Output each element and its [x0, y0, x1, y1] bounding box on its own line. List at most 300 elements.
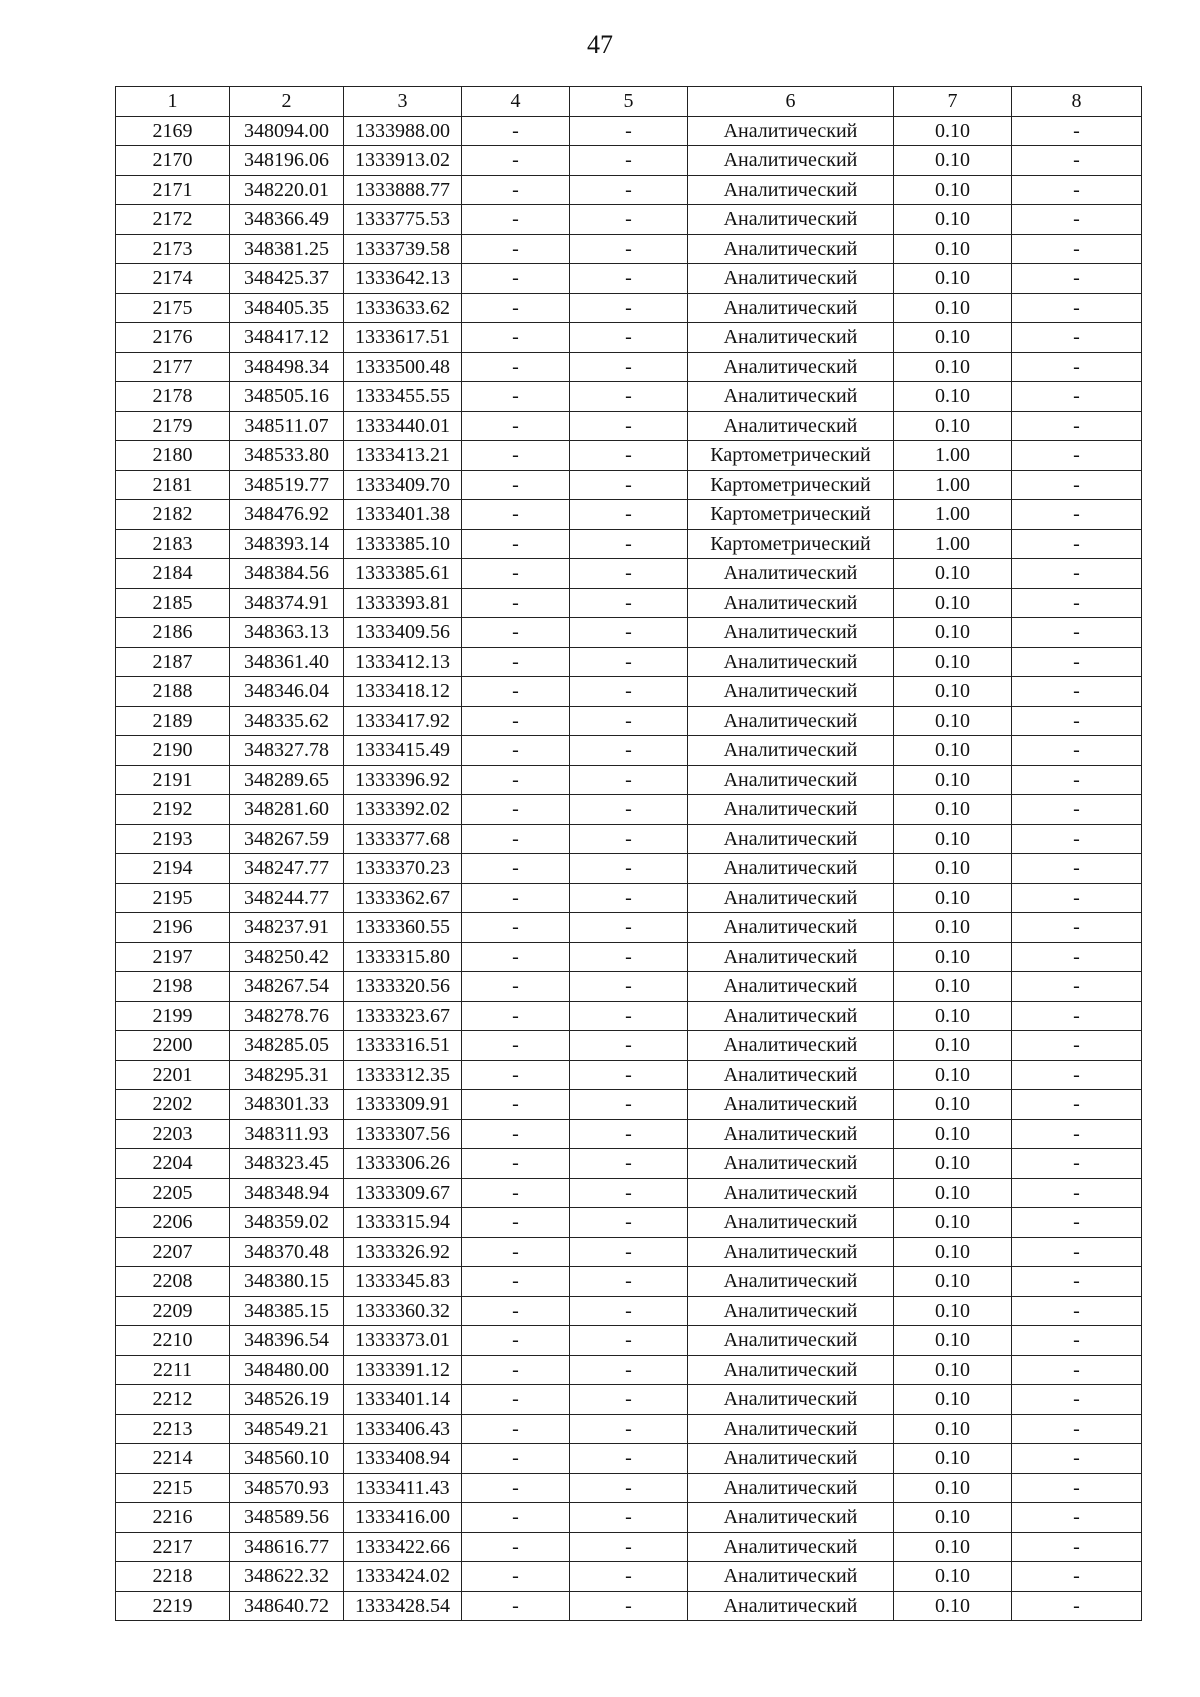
method-cell: Аналитический [688, 1414, 894, 1444]
method-cell: Аналитический [688, 559, 894, 589]
table-row [116, 913, 1142, 943]
point-number-cell: 2176 [116, 323, 230, 353]
accuracy-cell: 0.10 [894, 736, 1012, 766]
col8-cell: - [1012, 1473, 1142, 1503]
point-number-cell: 2213 [116, 1414, 230, 1444]
accuracy-cell: 0.10 [894, 1532, 1012, 1562]
col8-cell: - [1012, 972, 1142, 1002]
y-coordinate-cell: 1333401.38 [344, 500, 462, 530]
accuracy-cell: 0.10 [894, 618, 1012, 648]
col8-cell: - [1012, 1296, 1142, 1326]
column-header: 5 [570, 87, 688, 117]
y-coordinate-cell: 1333411.43 [344, 1473, 462, 1503]
method-cell: Аналитический [688, 618, 894, 648]
col4-cell: - [462, 736, 570, 766]
point-number-cell: 2171 [116, 175, 230, 205]
x-coordinate-cell: 348267.59 [230, 824, 344, 854]
col4-cell: - [462, 1326, 570, 1356]
col5-cell: - [570, 618, 688, 648]
point-number-cell: 2209 [116, 1296, 230, 1326]
y-coordinate-cell: 1333385.61 [344, 559, 462, 589]
method-cell: Аналитический [688, 736, 894, 766]
accuracy-cell: 0.10 [894, 234, 1012, 264]
point-number-cell: 2214 [116, 1444, 230, 1474]
col4-cell: - [462, 1296, 570, 1326]
col5-cell: - [570, 1355, 688, 1385]
col5-cell: - [570, 677, 688, 707]
method-cell: Аналитический [688, 1237, 894, 1267]
accuracy-cell: 1.00 [894, 470, 1012, 500]
col8-cell: - [1012, 1119, 1142, 1149]
accuracy-cell: 0.10 [894, 264, 1012, 294]
table-body [116, 116, 1142, 1621]
y-coordinate-cell: 1333360.32 [344, 1296, 462, 1326]
col5-cell: - [570, 1444, 688, 1474]
x-coordinate-cell: 348570.93 [230, 1473, 344, 1503]
accuracy-cell: 0.10 [894, 1414, 1012, 1444]
col5-cell: - [570, 1001, 688, 1031]
x-coordinate-cell: 348301.33 [230, 1090, 344, 1120]
table-row [116, 942, 1142, 972]
table-row [116, 1208, 1142, 1238]
col5-cell: - [570, 647, 688, 677]
col8-cell: - [1012, 234, 1142, 264]
table-row [116, 972, 1142, 1002]
col5-cell: - [570, 411, 688, 441]
y-coordinate-cell: 1333409.56 [344, 618, 462, 648]
table-row [116, 588, 1142, 618]
accuracy-cell: 1.00 [894, 441, 1012, 471]
x-coordinate-cell: 348622.32 [230, 1562, 344, 1592]
point-number-cell: 2217 [116, 1532, 230, 1562]
accuracy-cell: 0.10 [894, 1267, 1012, 1297]
col5-cell: - [570, 883, 688, 913]
col5-cell: - [570, 234, 688, 264]
accuracy-cell: 0.10 [894, 1237, 1012, 1267]
col8-cell: - [1012, 736, 1142, 766]
table-row [116, 706, 1142, 736]
point-number-cell: 2204 [116, 1149, 230, 1179]
x-coordinate-cell: 348346.04 [230, 677, 344, 707]
x-coordinate-cell: 348196.06 [230, 146, 344, 176]
column-header: 6 [688, 87, 894, 117]
x-coordinate-cell: 348250.42 [230, 942, 344, 972]
col5-cell: - [570, 559, 688, 589]
table-row [116, 1326, 1142, 1356]
table-row [116, 1119, 1142, 1149]
point-number-cell: 2219 [116, 1591, 230, 1621]
col4-cell: - [462, 234, 570, 264]
y-coordinate-cell: 1333406.43 [344, 1414, 462, 1444]
point-number-cell: 2197 [116, 942, 230, 972]
y-coordinate-cell: 1333326.92 [344, 1237, 462, 1267]
col4-cell: - [462, 146, 570, 176]
table-header-row [116, 87, 1142, 117]
method-cell: Аналитический [688, 706, 894, 736]
col5-cell: - [570, 1473, 688, 1503]
y-coordinate-cell: 1333306.26 [344, 1149, 462, 1179]
y-coordinate-cell: 1333409.70 [344, 470, 462, 500]
y-coordinate-cell: 1333393.81 [344, 588, 462, 618]
accuracy-cell: 0.10 [894, 1149, 1012, 1179]
x-coordinate-cell: 348311.93 [230, 1119, 344, 1149]
method-cell: Аналитический [688, 972, 894, 1002]
table-row [116, 1503, 1142, 1533]
col8-cell: - [1012, 1001, 1142, 1031]
x-coordinate-cell: 348370.48 [230, 1237, 344, 1267]
col8-cell: - [1012, 1237, 1142, 1267]
table-row [116, 1149, 1142, 1179]
col5-cell: - [570, 1296, 688, 1326]
x-coordinate-cell: 348380.15 [230, 1267, 344, 1297]
accuracy-cell: 0.10 [894, 677, 1012, 707]
accuracy-cell: 0.10 [894, 588, 1012, 618]
col4-cell: - [462, 883, 570, 913]
column-header: 8 [1012, 87, 1142, 117]
method-cell: Аналитический [688, 1178, 894, 1208]
point-number-cell: 2187 [116, 647, 230, 677]
col4-cell: - [462, 1503, 570, 1533]
col5-cell: - [570, 972, 688, 1002]
x-coordinate-cell: 348405.35 [230, 293, 344, 323]
table-row [116, 323, 1142, 353]
accuracy-cell: 1.00 [894, 529, 1012, 559]
col8-cell: - [1012, 942, 1142, 972]
method-cell: Аналитический [688, 146, 894, 176]
method-cell: Аналитический [688, 677, 894, 707]
col4-cell: - [462, 323, 570, 353]
point-number-cell: 2194 [116, 854, 230, 884]
x-coordinate-cell: 348480.00 [230, 1355, 344, 1385]
method-cell: Аналитический [688, 942, 894, 972]
table-row [116, 559, 1142, 589]
point-number-cell: 2206 [116, 1208, 230, 1238]
col8-cell: - [1012, 1090, 1142, 1120]
col8-cell: - [1012, 1532, 1142, 1562]
accuracy-cell: 0.10 [894, 1503, 1012, 1533]
table-row [116, 1267, 1142, 1297]
y-coordinate-cell: 1333315.94 [344, 1208, 462, 1238]
y-coordinate-cell: 1333377.68 [344, 824, 462, 854]
table-row [116, 500, 1142, 530]
method-cell: Аналитический [688, 323, 894, 353]
col8-cell: - [1012, 146, 1142, 176]
col4-cell: - [462, 559, 570, 589]
col4-cell: - [462, 1178, 570, 1208]
y-coordinate-cell: 1333913.02 [344, 146, 462, 176]
col4-cell: - [462, 352, 570, 382]
col4-cell: - [462, 175, 570, 205]
col8-cell: - [1012, 1178, 1142, 1208]
accuracy-cell: 0.10 [894, 1444, 1012, 1474]
table-row [116, 1532, 1142, 1562]
method-cell: Аналитический [688, 1296, 894, 1326]
y-coordinate-cell: 1333360.55 [344, 913, 462, 943]
col4-cell: - [462, 588, 570, 618]
y-coordinate-cell: 1333309.67 [344, 1178, 462, 1208]
accuracy-cell: 0.10 [894, 1119, 1012, 1149]
col8-cell: - [1012, 470, 1142, 500]
col5-cell: - [570, 1326, 688, 1356]
col8-cell: - [1012, 706, 1142, 736]
x-coordinate-cell: 348498.34 [230, 352, 344, 382]
method-cell: Аналитический [688, 1001, 894, 1031]
col4-cell: - [462, 1473, 570, 1503]
method-cell: Аналитический [688, 1060, 894, 1090]
table-row [116, 618, 1142, 648]
table-row [116, 1385, 1142, 1415]
col4-cell: - [462, 1208, 570, 1238]
x-coordinate-cell: 348295.31 [230, 1060, 344, 1090]
x-coordinate-cell: 348533.80 [230, 441, 344, 471]
x-coordinate-cell: 348289.65 [230, 765, 344, 795]
accuracy-cell: 0.10 [894, 1178, 1012, 1208]
x-coordinate-cell: 348476.92 [230, 500, 344, 530]
col4-cell: - [462, 441, 570, 471]
accuracy-cell: 0.10 [894, 1001, 1012, 1031]
method-cell: Картометрический [688, 470, 894, 500]
x-coordinate-cell: 348281.60 [230, 795, 344, 825]
col4-cell: - [462, 382, 570, 412]
col5-cell: - [570, 1385, 688, 1415]
col8-cell: - [1012, 500, 1142, 530]
column-header: 2 [230, 87, 344, 117]
accuracy-cell: 0.10 [894, 205, 1012, 235]
point-number-cell: 2199 [116, 1001, 230, 1031]
y-coordinate-cell: 1333309.91 [344, 1090, 462, 1120]
x-coordinate-cell: 348220.01 [230, 175, 344, 205]
x-coordinate-cell: 348278.76 [230, 1001, 344, 1031]
accuracy-cell: 0.10 [894, 972, 1012, 1002]
method-cell: Аналитический [688, 293, 894, 323]
accuracy-cell: 0.10 [894, 382, 1012, 412]
y-coordinate-cell: 1333345.83 [344, 1267, 462, 1297]
col5-cell: - [570, 1090, 688, 1120]
method-cell: Аналитический [688, 1267, 894, 1297]
col5-cell: - [570, 795, 688, 825]
method-cell: Аналитический [688, 1355, 894, 1385]
col4-cell: - [462, 1444, 570, 1474]
y-coordinate-cell: 1333739.58 [344, 234, 462, 264]
col4-cell: - [462, 529, 570, 559]
point-number-cell: 2173 [116, 234, 230, 264]
accuracy-cell: 0.10 [894, 116, 1012, 146]
method-cell: Аналитический [688, 1385, 894, 1415]
accuracy-cell: 0.10 [894, 854, 1012, 884]
col4-cell: - [462, 1119, 570, 1149]
point-number-cell: 2175 [116, 293, 230, 323]
table-row [116, 1090, 1142, 1120]
col8-cell: - [1012, 647, 1142, 677]
col5-cell: - [570, 706, 688, 736]
point-number-cell: 2201 [116, 1060, 230, 1090]
col4-cell: - [462, 706, 570, 736]
col4-cell: - [462, 913, 570, 943]
y-coordinate-cell: 1333323.67 [344, 1001, 462, 1031]
x-coordinate-cell: 348384.56 [230, 559, 344, 589]
col8-cell: - [1012, 264, 1142, 294]
method-cell: Аналитический [688, 234, 894, 264]
point-number-cell: 2205 [116, 1178, 230, 1208]
method-cell: Аналитический [688, 1532, 894, 1562]
point-number-cell: 2182 [116, 500, 230, 530]
y-coordinate-cell: 1333385.10 [344, 529, 462, 559]
col5-cell: - [570, 441, 688, 471]
x-coordinate-cell: 348381.25 [230, 234, 344, 264]
x-coordinate-cell: 348361.40 [230, 647, 344, 677]
x-coordinate-cell: 348526.19 [230, 1385, 344, 1415]
col4-cell: - [462, 1090, 570, 1120]
col8-cell: - [1012, 559, 1142, 589]
y-coordinate-cell: 1333408.94 [344, 1444, 462, 1474]
method-cell: Аналитический [688, 647, 894, 677]
y-coordinate-cell: 1333888.77 [344, 175, 462, 205]
y-coordinate-cell: 1333392.02 [344, 795, 462, 825]
method-cell: Картометрический [688, 441, 894, 471]
point-number-cell: 2174 [116, 264, 230, 294]
col5-cell: - [570, 116, 688, 146]
col5-cell: - [570, 205, 688, 235]
col8-cell: - [1012, 1031, 1142, 1061]
table-row [116, 883, 1142, 913]
col4-cell: - [462, 824, 570, 854]
col4-cell: - [462, 1267, 570, 1297]
table-row [116, 1060, 1142, 1090]
method-cell: Аналитический [688, 264, 894, 294]
x-coordinate-cell: 348323.45 [230, 1149, 344, 1179]
x-coordinate-cell: 348366.49 [230, 205, 344, 235]
x-coordinate-cell: 348417.12 [230, 323, 344, 353]
table-row [116, 1414, 1142, 1444]
accuracy-cell: 0.10 [894, 1591, 1012, 1621]
col8-cell: - [1012, 824, 1142, 854]
y-coordinate-cell: 1333415.49 [344, 736, 462, 766]
table-row [116, 205, 1142, 235]
method-cell: Аналитический [688, 1090, 894, 1120]
y-coordinate-cell: 1333320.56 [344, 972, 462, 1002]
y-coordinate-cell: 1333312.35 [344, 1060, 462, 1090]
x-coordinate-cell: 348247.77 [230, 854, 344, 884]
x-coordinate-cell: 348285.05 [230, 1031, 344, 1061]
col4-cell: - [462, 116, 570, 146]
method-cell: Аналитический [688, 352, 894, 382]
accuracy-cell: 0.10 [894, 146, 1012, 176]
point-number-cell: 2200 [116, 1031, 230, 1061]
accuracy-cell: 0.10 [894, 942, 1012, 972]
accuracy-cell: 0.10 [894, 883, 1012, 913]
table-row [116, 529, 1142, 559]
table-row [116, 116, 1142, 146]
point-number-cell: 2198 [116, 972, 230, 1002]
y-coordinate-cell: 1333440.01 [344, 411, 462, 441]
point-number-cell: 2212 [116, 1385, 230, 1415]
point-number-cell: 2195 [116, 883, 230, 913]
table-row [116, 1355, 1142, 1385]
point-number-cell: 2191 [116, 765, 230, 795]
y-coordinate-cell: 1333617.51 [344, 323, 462, 353]
col4-cell: - [462, 1001, 570, 1031]
col5-cell: - [570, 1208, 688, 1238]
accuracy-cell: 0.10 [894, 795, 1012, 825]
accuracy-cell: 0.10 [894, 1060, 1012, 1090]
point-number-cell: 2215 [116, 1473, 230, 1503]
accuracy-cell: 0.10 [894, 1296, 1012, 1326]
y-coordinate-cell: 1333362.67 [344, 883, 462, 913]
accuracy-cell: 0.10 [894, 411, 1012, 441]
col4-cell: - [462, 264, 570, 294]
col8-cell: - [1012, 1503, 1142, 1533]
col8-cell: - [1012, 1414, 1142, 1444]
col4-cell: - [462, 1591, 570, 1621]
accuracy-cell: 0.10 [894, 1031, 1012, 1061]
y-coordinate-cell: 1333418.12 [344, 677, 462, 707]
col4-cell: - [462, 942, 570, 972]
method-cell: Аналитический [688, 765, 894, 795]
x-coordinate-cell: 348359.02 [230, 1208, 344, 1238]
point-number-cell: 2218 [116, 1562, 230, 1592]
point-number-cell: 2178 [116, 382, 230, 412]
method-cell: Аналитический [688, 205, 894, 235]
col8-cell: - [1012, 205, 1142, 235]
table-row [116, 1237, 1142, 1267]
col5-cell: - [570, 146, 688, 176]
col5-cell: - [570, 1178, 688, 1208]
table-row [116, 677, 1142, 707]
col8-cell: - [1012, 1149, 1142, 1179]
col4-cell: - [462, 854, 570, 884]
col4-cell: - [462, 1355, 570, 1385]
table-row [116, 1473, 1142, 1503]
y-coordinate-cell: 1333416.00 [344, 1503, 462, 1533]
table-row [116, 1444, 1142, 1474]
x-coordinate-cell: 348335.62 [230, 706, 344, 736]
table-row [116, 1001, 1142, 1031]
col5-cell: - [570, 1237, 688, 1267]
point-number-cell: 2207 [116, 1237, 230, 1267]
col8-cell: - [1012, 1444, 1142, 1474]
col8-cell: - [1012, 411, 1142, 441]
table-row [116, 795, 1142, 825]
column-header: 4 [462, 87, 570, 117]
x-coordinate-cell: 348327.78 [230, 736, 344, 766]
method-cell: Картометрический [688, 500, 894, 530]
point-number-cell: 2203 [116, 1119, 230, 1149]
y-coordinate-cell: 1333642.13 [344, 264, 462, 294]
accuracy-cell: 0.10 [894, 293, 1012, 323]
col8-cell: - [1012, 1355, 1142, 1385]
col8-cell: - [1012, 382, 1142, 412]
table-row [116, 234, 1142, 264]
col5-cell: - [570, 1267, 688, 1297]
col8-cell: - [1012, 1562, 1142, 1592]
method-cell: Аналитический [688, 883, 894, 913]
col4-cell: - [462, 470, 570, 500]
method-cell: Аналитический [688, 588, 894, 618]
col5-cell: - [570, 500, 688, 530]
y-coordinate-cell: 1333417.92 [344, 706, 462, 736]
page-number: 47 [587, 30, 613, 59]
y-coordinate-cell: 1333424.02 [344, 1562, 462, 1592]
col5-cell: - [570, 942, 688, 972]
col5-cell: - [570, 1562, 688, 1592]
point-number-cell: 2193 [116, 824, 230, 854]
y-coordinate-cell: 1333391.12 [344, 1355, 462, 1385]
accuracy-cell: 0.10 [894, 1090, 1012, 1120]
method-cell: Аналитический [688, 795, 894, 825]
method-cell: Аналитический [688, 1119, 894, 1149]
col8-cell: - [1012, 175, 1142, 205]
col4-cell: - [462, 1031, 570, 1061]
